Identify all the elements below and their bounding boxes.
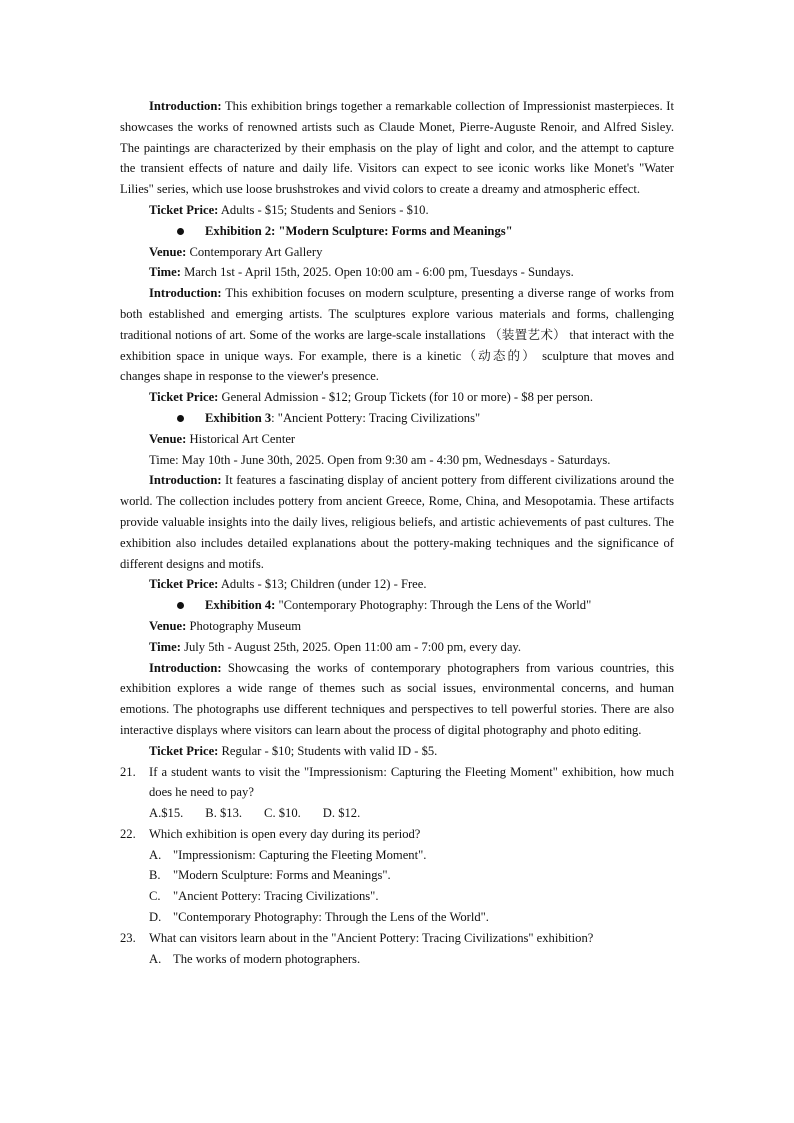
ex3-introduction: Introduction: It features a fascinating display of ancient pottery from different civilizations around the world. The collection includes pottery from ancient Greece, Rome, China, and Mesopotamia. These artifacts provide valuable insights into the daily lives, religious beliefs, and artistic achievements of past cultures. The exhibition also includes detailed explanations about the pottery-making techniques and the significance of different designs and motifs. (120, 473, 674, 571)
ex4-introduction: Introduction: Showcasing the works of contemporary photographers from various countries, this exhibition explores a wide range of themes such as social issues, environmental concerns, and human emotions. The photographs use different techniques and perspectives to tell powerful stories. There are also interactive displays where visitors can learn about the process of digital photography and photo editing. (120, 660, 674, 737)
option-d: D. $12. (322, 806, 361, 821)
question-22-option-b: B. "Modern Sculpture: Forms and Meanings". (149, 868, 391, 883)
ex4-heading: Exhibition 4: "Contemporary Photography: Through the Lens of the World" (120, 595, 674, 616)
ex1-ticket-price: Ticket Price: Adults - $15; Students and Seniors - $10. (149, 202, 429, 217)
ex2-time: Time: March 1st - April 15th, 2025. Open 10:00 am - 6:00 pm, Tuesdays - Sundays. (149, 265, 574, 280)
question-21-options (120, 803, 674, 824)
ex2-venue: Venue: Contemporary Art Gallery (149, 244, 323, 259)
option-b: B. $13. (205, 806, 243, 821)
text-column (120, 96, 674, 969)
question-23: 23. What can visitors learn about in the "Ancient Pottery: Tracing Civilizations" exhibition? (120, 930, 594, 945)
ex4-venue: Venue: Photography Museum (149, 618, 302, 633)
ex4-ticket-price: Ticket Price: Regular - $10; Students with valid ID - $5. (149, 743, 438, 758)
question-22-option-c: C. "Ancient Pottery: Tracing Civilizations". (149, 889, 379, 904)
ex3-venue: Venue: Historical Art Center (149, 431, 296, 446)
ex1-introduction: Introduction: This exhibition brings together a remarkable collection of Impressionist masterpieces. It showcases the works of renowned artists such as Claude Monet, Pierre-Auguste Renoir, and Alfred Sisley. The paintings are characterized by their emphasis on the play of light and color, and the attempt to capture the transient effects of nature and daily life. Visitors can expect to see iconic works like Monet's "Water Lilies" series, which use loose brushstrokes and vivid colors to create a dreamy and atmospheric effect. (120, 99, 674, 197)
question-22-option-d: D. "Contemporary Photography: Through the Lens of the World". (149, 910, 489, 925)
ex3-ticket-price: Ticket Price: Adults - $13; Children (under 12) - Free. (149, 577, 427, 592)
option-c: C. $10. (264, 806, 301, 821)
question-22-option-a: A. "Impressionism: Capturing the Fleeting Moment". (149, 847, 427, 862)
question-22: 22. Which exhibition is open every day during its period? (120, 826, 421, 841)
ex3-time: Time: May 10th - June 30th, 2025. Open from 9:30 am - 4:30 pm, Wednesdays - Saturdays. (149, 452, 611, 467)
ex2-ticket-price: Ticket Price: General Admission - $12; Group Tickets (for 10 or more) - $8 per person. (149, 390, 593, 405)
question-23-option-a: A. The works of modern photographers. (149, 951, 361, 966)
bullet-icon (177, 228, 184, 235)
ex4-time: Time: July 5th - August 25th, 2025. Open 11:00 am - 7:00 pm, every day. (149, 639, 522, 654)
ex2-introduction: Introduction: This exhibition focuses on modern sculpture, presenting a diverse range of works from both established and emerging artists. The sculptures explore various materials and forms, challenging traditional notions of art. Some of the works are large-scale installations （装置艺术） that interact with the exhibition space in unique ways. For example, there is a kinetic（动态的） sculpture that moves and changes shape in response to the viewer's presence. (120, 286, 674, 384)
question-21: 21. If a student wants to visit the "Impressionism: Capturing the Fleeting Moment" exhibition, how much does he need to pay? (120, 764, 674, 800)
option-a: A.$15. (149, 806, 184, 821)
ex3-heading: Exhibition 3: "Ancient Pottery: Tracing Civilizations" (120, 408, 674, 429)
bullet-icon (177, 415, 184, 422)
ex2-heading: Exhibition 2: "Modern Sculpture: Forms and Meanings" (120, 221, 674, 242)
